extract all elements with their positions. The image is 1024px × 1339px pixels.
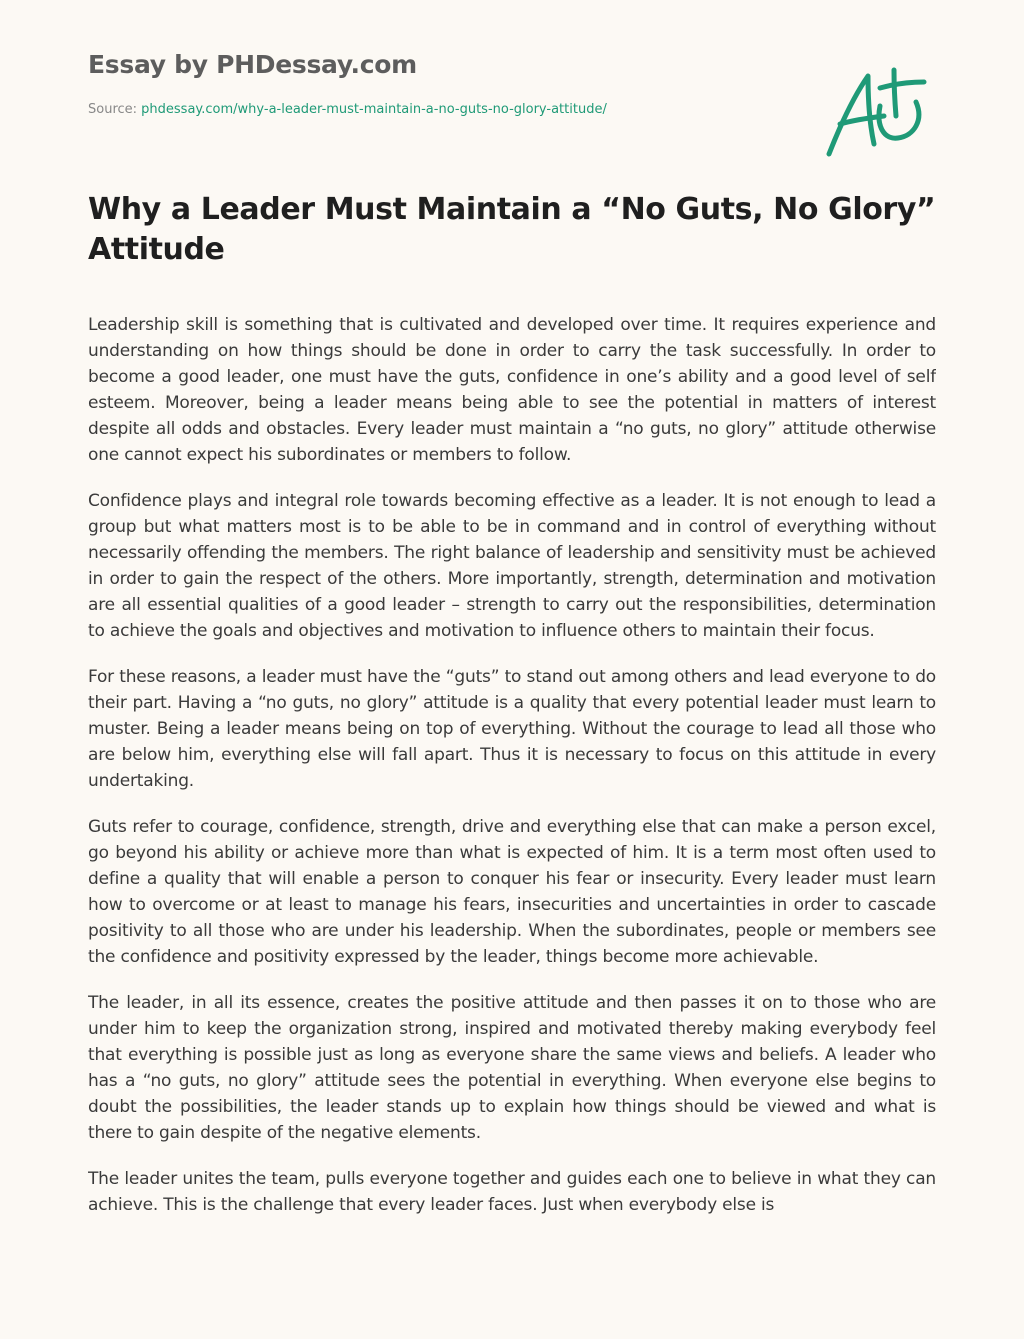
source-label: Source: [88,102,138,117]
essay-paragraph: Leadership skill is something that is cultivated and developed over time. It requires experience and understanding on how things should be done in order to carry the task successfully. In order to become a good leader, one must have the guts, confidence in one’s ability and a good level of self esteem. Moreover, being a leader means being able to see the potential in matters of interest despite all odds and obstacles. Every leader must maintain a “no guts, no glory” attitude otherwise one cannot expect his subordinates or members to follow. [88,315,936,465]
source-line [88,102,607,117]
a-letter-stroke [829,76,874,154]
essay-paragraph: Confidence plays and integral role towards becoming effective as a leader. It is not enough to lead a group but what matters most is to be able to be in command and in control of everything without necessarily offending the members. The right balance of leadership and sensitivity must be achieved in order to gain the respect of the others. More importantly, strength, determination and motivation are all essential qualities of a good leader – strength to carry out the responsibilities, determination to achieve the goals and objectives and motivation to influence others to maintain their focus. [88,491,936,641]
essay-paragraph: The leader unites the team, pulls everyone together and guides each one to believe in what they can achieve. This is the challenge that every leader faces. Just when everybody else is [88,1169,936,1215]
site-title: Essay by PHDessay.com [88,50,417,79]
a-plus-logo [824,64,930,162]
source-link[interactable]: phdessay.com/why-a-leader-must-maintain-a-no-guts-no-glory-attitude/ [141,102,607,117]
plus-vertical-stroke [894,70,896,116]
essay-body [88,312,936,1238]
plus-horizontal-stroke [880,82,924,88]
essay-page [88,0,936,1291]
essay-title: Why a Leader Must Maintain a “No Guts, No Glory” Attitude [88,192,936,267]
essay-paragraph: For these reasons, a leader must have the “guts” to stand out among others and lead everyone to do their part. Having a “no guts, no glory” attitude is a quality that every potential leader must learn to muster. Being a leader means being on top of everything. Without the courage to lead all those who are below him, everything else will fall apart. Thus it is necessary to focus on this attitude in every undertaking. [88,667,936,791]
essay-paragraph: Guts refer to courage, confidence, strength, drive and everything else that can make a person excel, go beyond his ability or achieve more than what is expected of him. It is a term most often used to define a quality that will enable a person to conquer his fear or insecurity. Every leader must learn how to overcome or at least to manage his fears, insecurities and uncertainties in order to cascade positivity to all those who are under his leadership. When the subordinates, people or members see the confidence and positivity expressed by the leader, things become more achievable. [88,817,936,967]
swoosh-stroke [879,102,919,138]
essay-paragraph: The leader, in all its essence, creates the positive attitude and then passes it on to those who are under him to keep the organization strong, inspired and motivated thereby making everybody feel that everything is possible just as long as everyone share the same views and beliefs. A leader who has a “no guts, no glory” attitude sees the potential in everything. When everyone else begins to doubt the possibilities, the leader stands up to explain how things should be viewed and what is there to gain despite of the negative elements. [88,993,936,1143]
